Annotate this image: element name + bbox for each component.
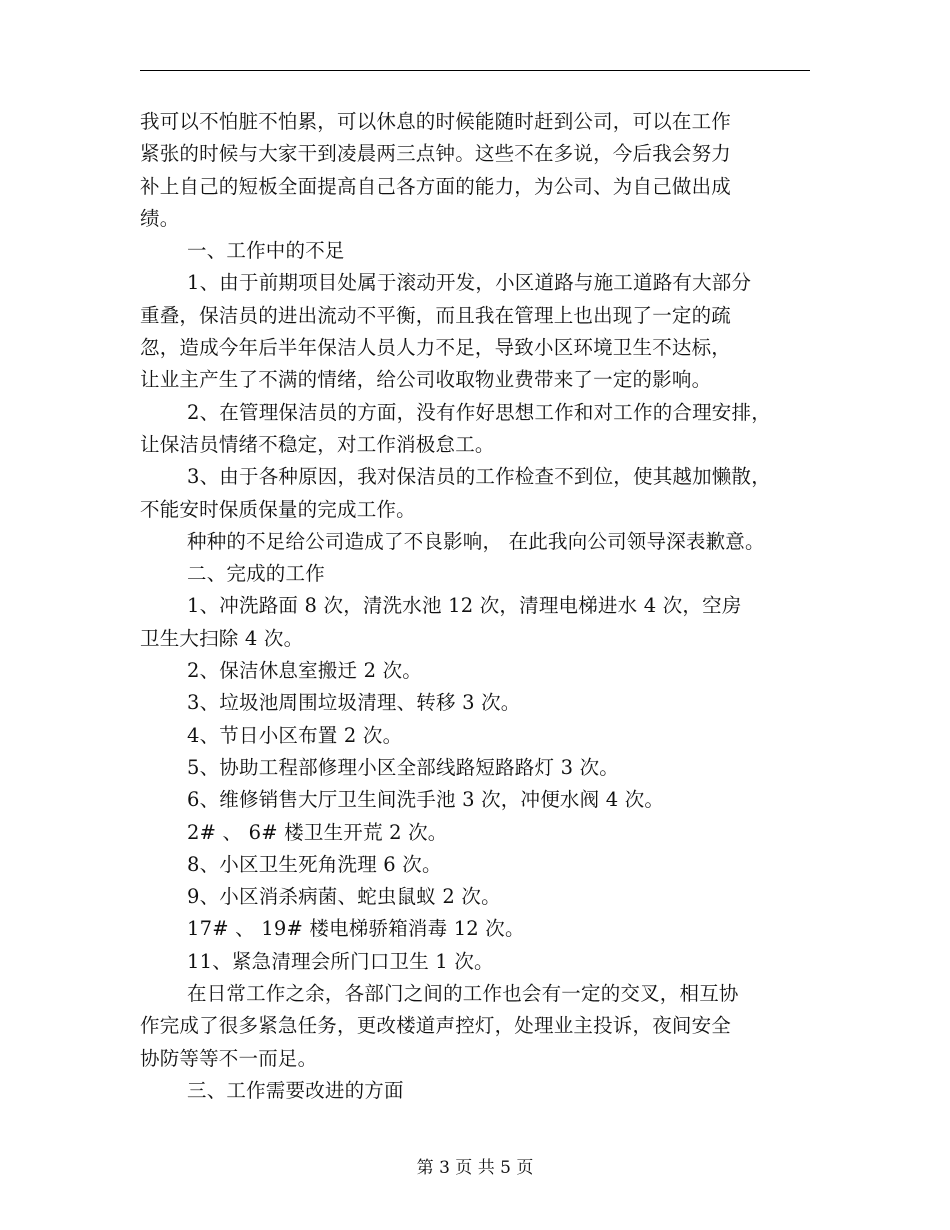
- text-line: 紧张的时候与大家干到凌晨两三点钟。这些不在多说，今后我会努力: [140, 142, 732, 166]
- paragraph: [140, 235, 820, 267]
- text-line: 17# 、 19# 楼电梯骄箱消毒 12 次。: [187, 917, 525, 941]
- text-line: 8、小区卫生死角洗理 6 次。: [187, 852, 442, 876]
- paragraph: [140, 461, 820, 526]
- paragraph: [140, 655, 820, 687]
- paragraph: [140, 849, 820, 881]
- text-line: 让保洁员情绪不稳定，对工作消极怠工。: [140, 432, 495, 456]
- text-line: 重叠，保洁员的进出流动不平衡，而且我在管理上也出现了一定的疏: [140, 303, 732, 327]
- paragraph: [140, 913, 820, 945]
- text-line: 3、垃圾池周围垃圾清理、转移 3 次。: [187, 691, 521, 715]
- text-line: 三、工作需要改进的方面: [187, 1078, 404, 1102]
- paragraph: [140, 817, 820, 849]
- paragraph: [140, 784, 820, 816]
- text-line: 6、维修销售大厅卫生间洗手池 3 次，冲便水阀 4 次。: [187, 788, 665, 812]
- text-line: 在日常工作之余，各部门之间的工作也会有一定的交叉，相互协: [187, 982, 739, 1006]
- text-line: 4、节日小区布置 2 次。: [187, 723, 403, 747]
- text-line: 卫生大扫除 4 次。: [140, 626, 304, 650]
- text-line: 2、在管理保洁员的方面，没有作好思想工作和对工作的合理安排，: [187, 400, 771, 424]
- text-line: 绩。: [140, 206, 180, 230]
- paragraph: [140, 267, 820, 396]
- page-footer: 第 3 页 共 5 页: [416, 1158, 534, 1178]
- text-line: 9、小区消杀病菌、蛇虫鼠蚁 2 次。: [187, 885, 501, 909]
- text-line: 协防等等不一而足。: [140, 1046, 318, 1070]
- text-line: 一、工作中的不足: [187, 239, 345, 263]
- header-rule: [140, 70, 810, 71]
- text-line: 我可以不怕脏不怕累，可以休息的时候能随时赶到公司，可以在工作: [140, 110, 732, 133]
- text-line: 1、由于前期项目处属于滚动开发，小区道路与施工道路有大部分: [187, 271, 752, 295]
- paragraph: [140, 946, 820, 978]
- paragraph: [140, 590, 820, 655]
- text-line: 忽，造成今年后半年保洁人员人力不足，导致小区环境卫生不达标，: [140, 336, 732, 360]
- text-line: 1、冲洗路面 8 次，清洗水池 12 次，清理电梯进水 4 次，空房: [187, 594, 742, 618]
- paragraph: [140, 752, 820, 784]
- paragraph: [140, 558, 820, 590]
- text-line: 11、紧急清理会所门口卫生 1 次。: [187, 949, 494, 973]
- document-body: [140, 106, 820, 1107]
- paragraph: [140, 881, 820, 913]
- paragraph: [140, 978, 820, 1075]
- paragraph: [140, 106, 820, 235]
- text-line: 2、保洁休息室搬迁 2 次。: [187, 659, 423, 683]
- paragraph: [140, 1075, 820, 1107]
- paragraph: [140, 687, 820, 719]
- text-line: 二、完成的工作: [187, 562, 325, 586]
- text-line: 种种的不足给公司造成了不良影响， 在此我向公司领导深表歉意。: [187, 529, 765, 553]
- text-line: 不能安时保质保量的完成工作。: [140, 497, 416, 521]
- text-line: 作完成了很多紧急任务，更改楼道声控灯，处理业主投诉，夜间安全: [140, 1014, 732, 1038]
- text-line: 5、协助工程部修理小区全部线路短路路灯 3 次。: [187, 755, 620, 779]
- text-line: 3、由于各种原因，我对保洁员的工作检查不到位，使其越加懒散，: [187, 465, 771, 489]
- paragraph: [140, 397, 820, 462]
- text-line: 2# 、 6# 楼卫生开荒 2 次。: [187, 820, 448, 844]
- text-line: 让业主产生了不满的情绪，给公司收取物业费带来了一定的影响。: [140, 368, 712, 392]
- paragraph: [140, 526, 820, 558]
- text-line: 补上自己的短板全面提高自己各方面的能力，为公司、为自己做出成: [140, 174, 732, 198]
- paragraph: [140, 720, 820, 752]
